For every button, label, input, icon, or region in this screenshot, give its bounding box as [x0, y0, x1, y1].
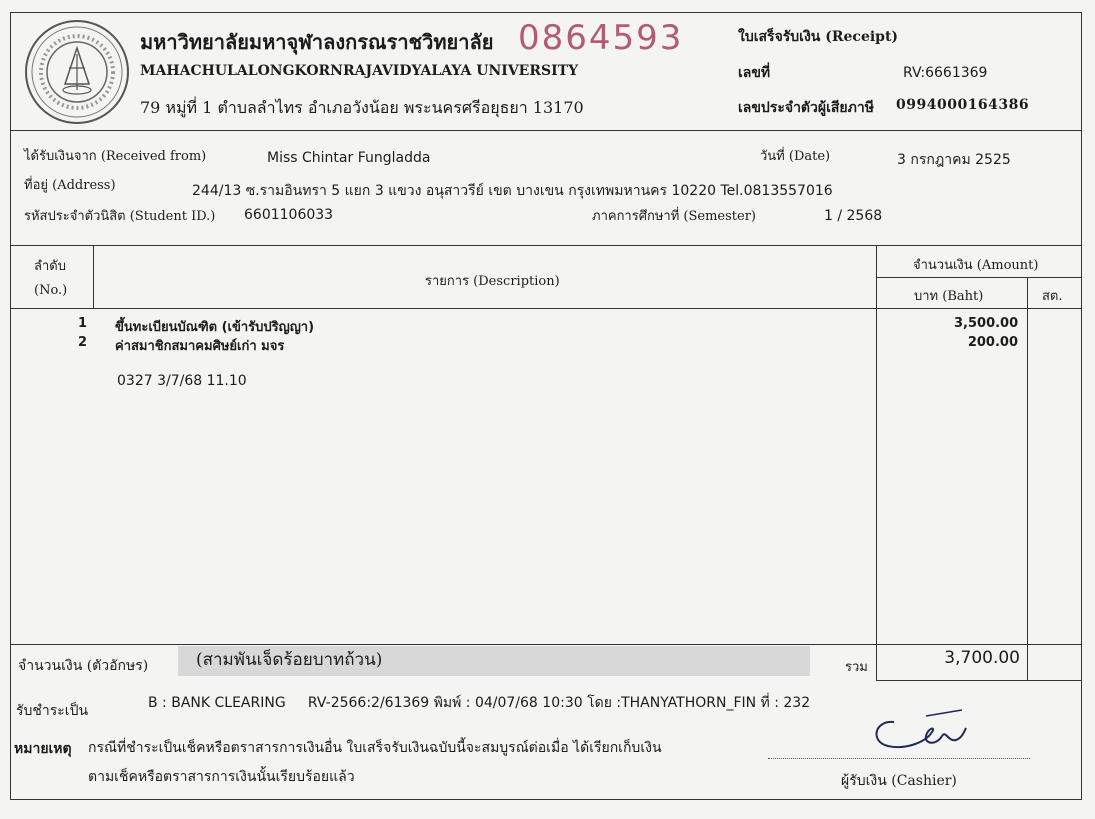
- table-header-bottom-border: [10, 308, 1082, 309]
- remark-line-2: ตามเช็คหรือตราสารการเงินนั้นเรียบร้อยแล้ว: [88, 769, 355, 785]
- total-label: รวม: [845, 660, 868, 675]
- col-no-header-line1: ลำดับ: [34, 259, 66, 274]
- student-id-value: 6601106033: [244, 207, 334, 223]
- receipt-no-value: RV:6661369: [903, 65, 988, 81]
- row-2-no: 2: [78, 335, 88, 350]
- amount-subheader-divider: [876, 277, 1082, 278]
- remark-line-1: กรณีที่ชำระเป็นเช็คหรือตราสารการเงินอื่น ใบเสร็จรับเงินฉบับนี้จะสมบูรณ์ต่อเมื่อ ได้เรียกเก็บเงิน: [88, 740, 662, 756]
- table-top-border: [10, 245, 1082, 246]
- address-value: 244/13 ซ.รามอินทรา 5 แยก 3 แขวง อนุสาวรีย์ เขต บางเขน กรุงเทพมหานคร 10220 Tel.0813557016: [192, 183, 833, 199]
- cashier-signature: [866, 702, 976, 757]
- row-1-no: 1: [78, 316, 88, 331]
- col-no-header-line2: (No.): [34, 283, 68, 298]
- receipt-no-label: เลขที่: [738, 65, 771, 81]
- received-from-value: Miss Chintar Fungladda: [267, 150, 431, 166]
- remark-label: หมายเหตุ: [14, 741, 72, 757]
- total-value: 3,700.00: [944, 648, 1020, 668]
- col-baht-header: บาท (Baht): [914, 289, 984, 304]
- tax-id-value: 0994000164386: [896, 97, 1030, 113]
- tax-id-label: เลขประจำตัวผู้เสียภาษี: [738, 100, 874, 116]
- cashier-label: ผู้รับเงิน (Cashier): [841, 773, 957, 789]
- table-note: 0327 3/7/68 11.10: [117, 373, 247, 389]
- semester-value: 1 / 2568: [824, 208, 883, 224]
- row-2-amount: 200.00: [967, 335, 1018, 350]
- header-divider: [10, 130, 1082, 131]
- university-seal-logo: [23, 18, 131, 126]
- payment-method-label: รับชำระเป็น: [16, 703, 89, 719]
- serial-number: 0864593: [518, 18, 684, 58]
- amount-words-label: จำนวนเงิน (ตัวอักษร): [18, 658, 149, 674]
- date-value: 3 กรกฎาคม 2525: [897, 152, 1011, 168]
- total-box-bottom-border: [876, 680, 1082, 681]
- col-amount-header: จำนวนเงิน (Amount): [913, 258, 1039, 273]
- amount-words-value: (สามพันเจ็ดร้อยบาทถ้วน): [196, 650, 383, 670]
- cashier-signature-line: [768, 758, 1030, 759]
- payment-method-value: B : BANK CLEARING RV-2566:2/61369 พิมพ์ : 04/07/68 10:30 โดย :THANYATHORN_FIN ที่ : 232: [148, 695, 811, 711]
- amount-col-divider: [876, 245, 877, 680]
- university-address: 79 หมู่ที่ 1 ตำบลลำไทร อำเภอวังน้อย พระนครศรีอยุธยา 13170: [140, 98, 584, 117]
- semester-label: ภาคการศึกษาที่ (Semester): [592, 209, 756, 224]
- university-name-thai: มหาวิทยาลัยมหาจุฬาลงกรณราชวิทยาลัย: [140, 30, 494, 54]
- received-from-label: ได้รับเงินจาก (Received from): [24, 149, 207, 164]
- address-label: ที่อยู่ (Address): [24, 178, 116, 193]
- col-description-header: รายการ (Description): [425, 274, 560, 289]
- col-satang-header: สต.: [1042, 289, 1063, 304]
- satang-col-divider: [1027, 277, 1028, 680]
- row-2-description: ค่าสมาชิกสมาคมศิษย์เก่า มจร: [115, 339, 285, 354]
- row-1-description: ขึ้นทะเบียนบัณฑิต (เข้ารับปริญญา): [115, 320, 315, 335]
- date-label: วันที่ (Date): [760, 149, 831, 164]
- table-body-bottom-border: [10, 644, 1082, 645]
- student-id-label: รหัสประจำตัวนิสิต (Student ID.): [24, 209, 216, 224]
- no-col-divider: [93, 245, 94, 308]
- receipt-title: ใบเสร็จรับเงิน (Receipt): [738, 29, 899, 45]
- row-1-amount: 3,500.00: [954, 316, 1019, 331]
- university-name-english: MAHACHULALONGKORNRAJAVIDYALAYA UNIVERSITY: [140, 63, 579, 79]
